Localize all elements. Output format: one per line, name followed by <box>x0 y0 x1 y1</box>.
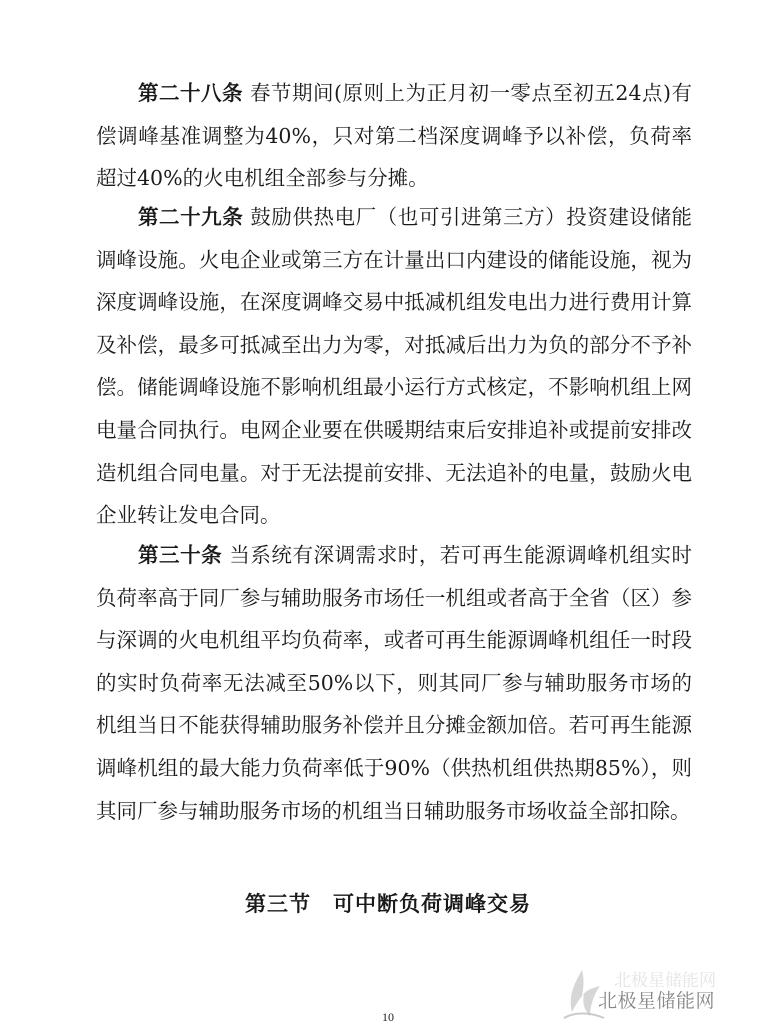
article-heading: 第三十条 <box>138 543 223 567</box>
page-number: 10 <box>382 1010 394 1024</box>
watermark-text: 北极星储能网 <box>598 990 716 1012</box>
article-29 <box>96 196 692 537</box>
article-body: 春节期间(原则上为正月初一零点至初五24点)有偿调峰基准调整为40%，只对第二档深度调峰予以补偿，负荷率超过40%的火电机组全部参与分摊。 <box>96 81 692 191</box>
watermark-faint-text: 北极星储能网 <box>614 971 716 991</box>
article-body: 鼓励供热电厂（也可引进第三方）投资建设储能调峰设施。火电企业或第三方在计量出口内建设的储能设施，视为深度调峰设施，在深度调峰交易中抵减机组发电出力进行费用计算及补偿，最多可抵减至出力为零，对抵减后出力为负的部分不予补偿。储能调峰设施不影响机组最小运行方式核定，不影响机组上网电量合同执行。电网企业要在供暖期结束后安排追补或提前安排改造机组合同电量。对于无法提前安排、无法追补的电量，鼓励火电企业转让发电合同。 <box>96 205 693 528</box>
article-28 <box>96 72 692 200</box>
section-title: 第三节 可中断负荷调峰交易 <box>245 891 531 916</box>
article-heading: 第二十八条 <box>138 81 243 105</box>
article-heading: 第二十九条 <box>138 205 244 229</box>
article-30 <box>96 534 692 832</box>
article-body: 当系统有深调需求时，若可再生能源调峰机组实时负荷率高于同厂参与辅助服务市场任一机组或者高于全省（区）参与深调的火电机组平均负荷率，或者可再生能源调峰机组任一时段的实时负荷率无法减至50%以下，则其同厂参与辅助服务市场的机组当日不能获得辅助服务补偿并且分摊金额加倍。若可再生能源调峰机组的最大能力负荷率低于90%（供热机组供热期85%），则其同厂参与辅助服务市场的机组当日辅助服务市场收益全部扣除。 <box>96 543 692 823</box>
